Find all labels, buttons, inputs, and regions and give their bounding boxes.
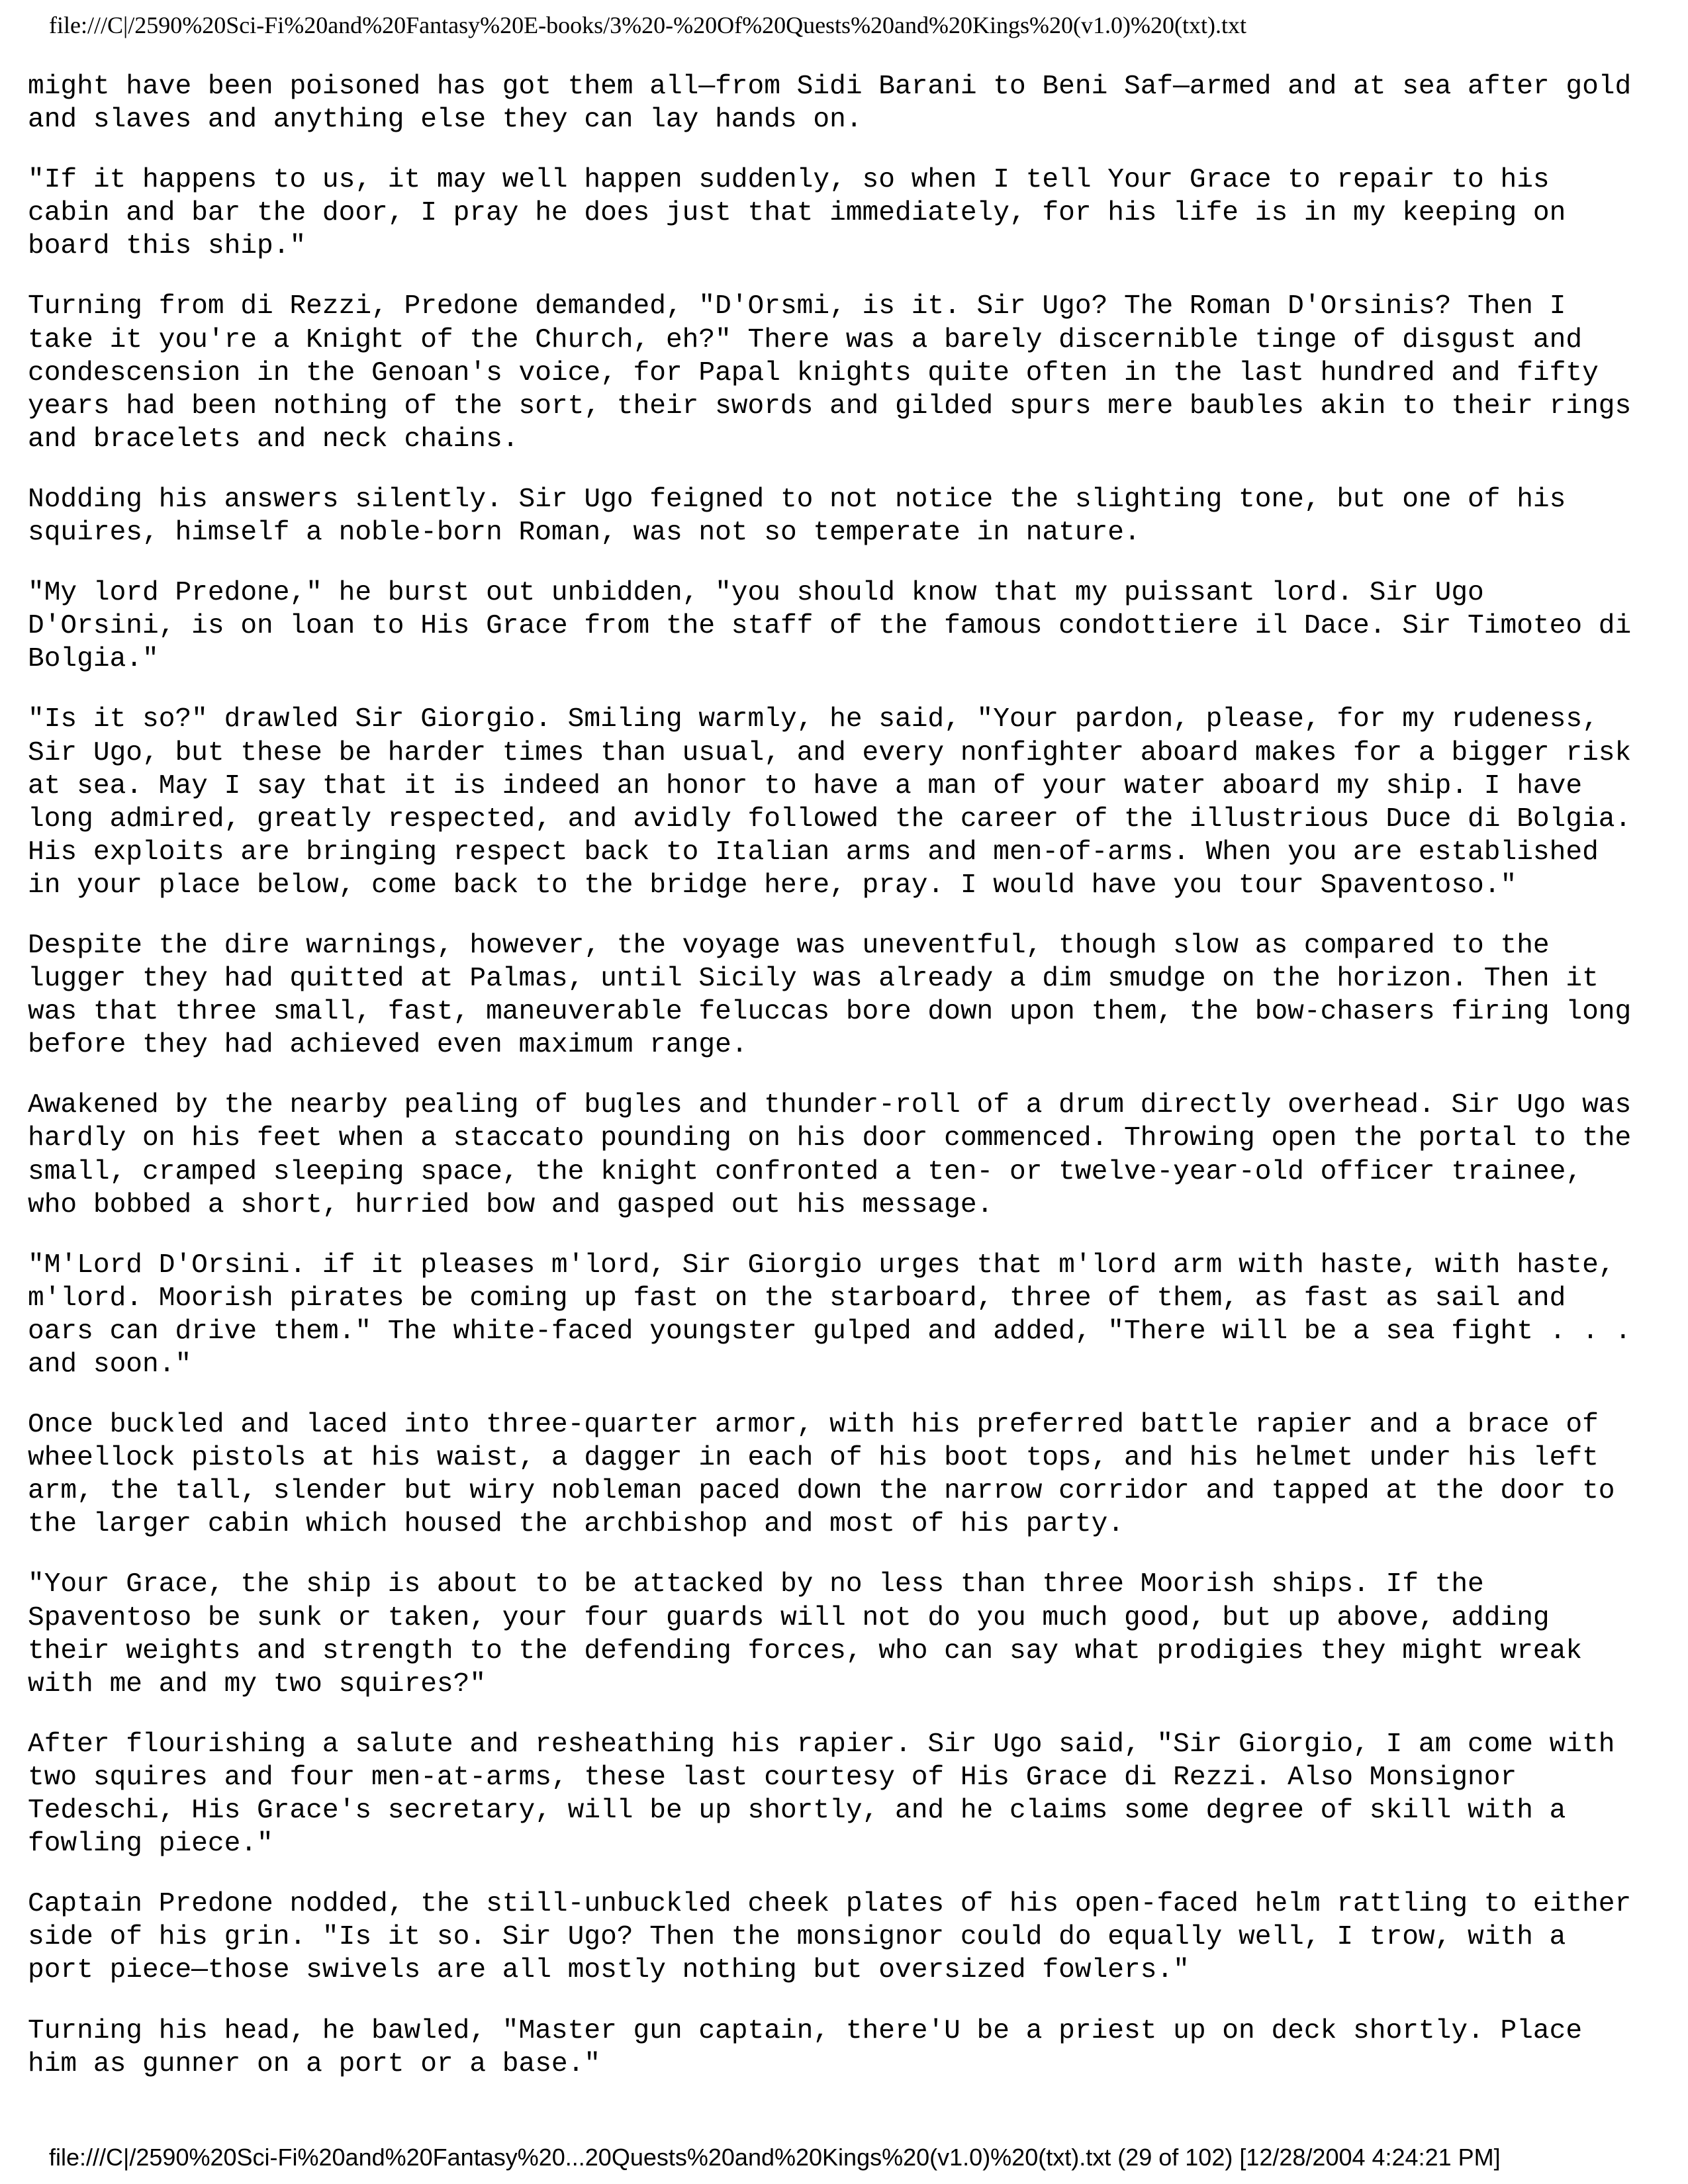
paragraph: "M'Lord D'Orsini. if it pleases m'lord, Sir Giorgio urges that m'lord arm with haste, with haste, m'lord. Moorish pirates be coming up fast on the starboard, three of them, as fast as sail and oars can drive them." The white-faced youngster gulped and added, "There will be a sea fight . . . and soon." [28, 1250, 1632, 1380]
paragraph: "Your Grace, the ship is about to be attacked by no less than three Moorish ships. If the Spaventoso be sunk or taken, your four guards will not do you much good, but up above, adding their weights and strength to the defending forces, who can say what prodigies they might wreak with me and my two squires?" [28, 1569, 1583, 1700]
page-header-url: file:///C|/2590%20Sci-Fi%20and%20Fantasy%20E-books/3%20-%20Of%20Quests%20and%20Kings%20(v1.0)%20(txt).txt [49, 12, 1246, 38]
paragraph: After flourishing a salute and resheathing his rapier. Sir Ugo said, "Sir Giorgio, I am come with two squires and four men-at-arms, these last courtesy of His Grace di Rezzi. Also Monsignor Tedeschi, His Grace's secretary, will be up shortly, and he claims some degree of skill with a fowling piece." [28, 1729, 1615, 1860]
paragraph: might have been poisoned has got them all—from Sidi Barani to Beni Saf—armed and at sea after gold and slaves and anything else they can lay hands on. [28, 71, 1632, 136]
page-footer-url: file:///C|/2590%20Sci-Fi%20and%20Fantasy%20...20Quests%20and%20Kings%20(v1.0)%20(txt).txt (29 of 102) [12/28/2004 4:24:21 PM] [49, 2144, 1501, 2171]
document-body [28, 70, 1663, 2108]
paragraph: Despite the dire warnings, however, the voyage was uneventful, though slow as compared to the lugger they had quitted at Palmas, until Sicily was already a dim smudge on the horizon. Then it was that three small, fast, maneuverable feluccas bore down upon them, the bow-chasers firing long before they had achieved even maximum range. [28, 930, 1632, 1061]
paragraph: "Is it so?" drawled Sir Giorgio. Smiling warmly, he said, "Your pardon, please, for my rudeness, Sir Ugo, but these be harder times than usual, and every nonfighter aboard makes for a bigger risk at sea. May I say that it is indeed an honor to have a man of your water aboard my ship. I have long admired, greatly respected, and avidly followed the career of the illustrious Duce di Bolgia. His exploits are bringing respect back to Italian arms and men-of-arms. When you are established in your place below, come back to the bridge here, pray. I would have you tour Spaventoso." [28, 704, 1632, 901]
paragraph: "My lord Predone," he burst out unbidden, "you should know that my puissant lord. Sir Ugo D'Orsini, is on loan to His Grace from the staff of the famous condottiere il Dace. Sir Timoteo di Bolgia." [28, 578, 1632, 675]
paragraph: Turning his head, he bawled, "Master gun captain, there'U be a priest up on deck shortly. Place him as gunner on a port or a base." [28, 2015, 1583, 2079]
paragraph: Once buckled and laced into three-quarter armor, with his preferred battle rapier and a brace of wheellock pistols at his waist, a dagger in each of his boot tops, and his helmet under his left arm, the tall, slender but wiry nobleman paced down the narrow corridor and tapped at the door to the larger cabin which housed the archbishop and most of his party. [28, 1410, 1615, 1540]
paragraph: Nodding his answers silently. Sir Ugo feigned to not notice the slighting tone, but one of his squires, himself a noble-born Roman, was not so temperate in nature. [28, 484, 1566, 549]
paragraph: Turning from di Rezzi, Predone demanded, "D'Orsmi, is it. Sir Ugo? The Roman D'Orsinis? Then I take it you're a Knight of the Church, eh?" There was a barely discernible tinge of disgust and condescension in the Genoan's voice, for Papal knights quite often in the last hundred and fifty years had been nothing of the sort, their swords and gilded spurs mere baubles akin to their rings and bracelets and neck chains. [28, 291, 1632, 455]
paragraph: "If it happens to us, it may well happen suddenly, so when I tell Your Grace to repair to his cabin and bar the door, I pray he does just that immediately, for his life is in my keeping on board this ship." [28, 165, 1566, 262]
paragraph: Captain Predone nodded, the still-unbuckled cheek plates of his open-faced helm rattling to either side of his grin. "Is it so. Sir Ugo? Then the monsignor could do equally well, I trow, with a port piece—those swivels are all mostly nothing but oversized fowlers." [28, 1889, 1632, 1986]
paragraph: Awakened by the nearby pealing of bugles and thunder-roll of a drum directly overhead. Sir Ugo was hardly on his feet when a staccato pounding on his door commenced. Throwing open the portal to the small, cramped sleeping space, the knight confronted a ten- or twelve-year-old officer trainee, who bobbed a short, hurried bow and gasped out his message. [28, 1090, 1632, 1220]
